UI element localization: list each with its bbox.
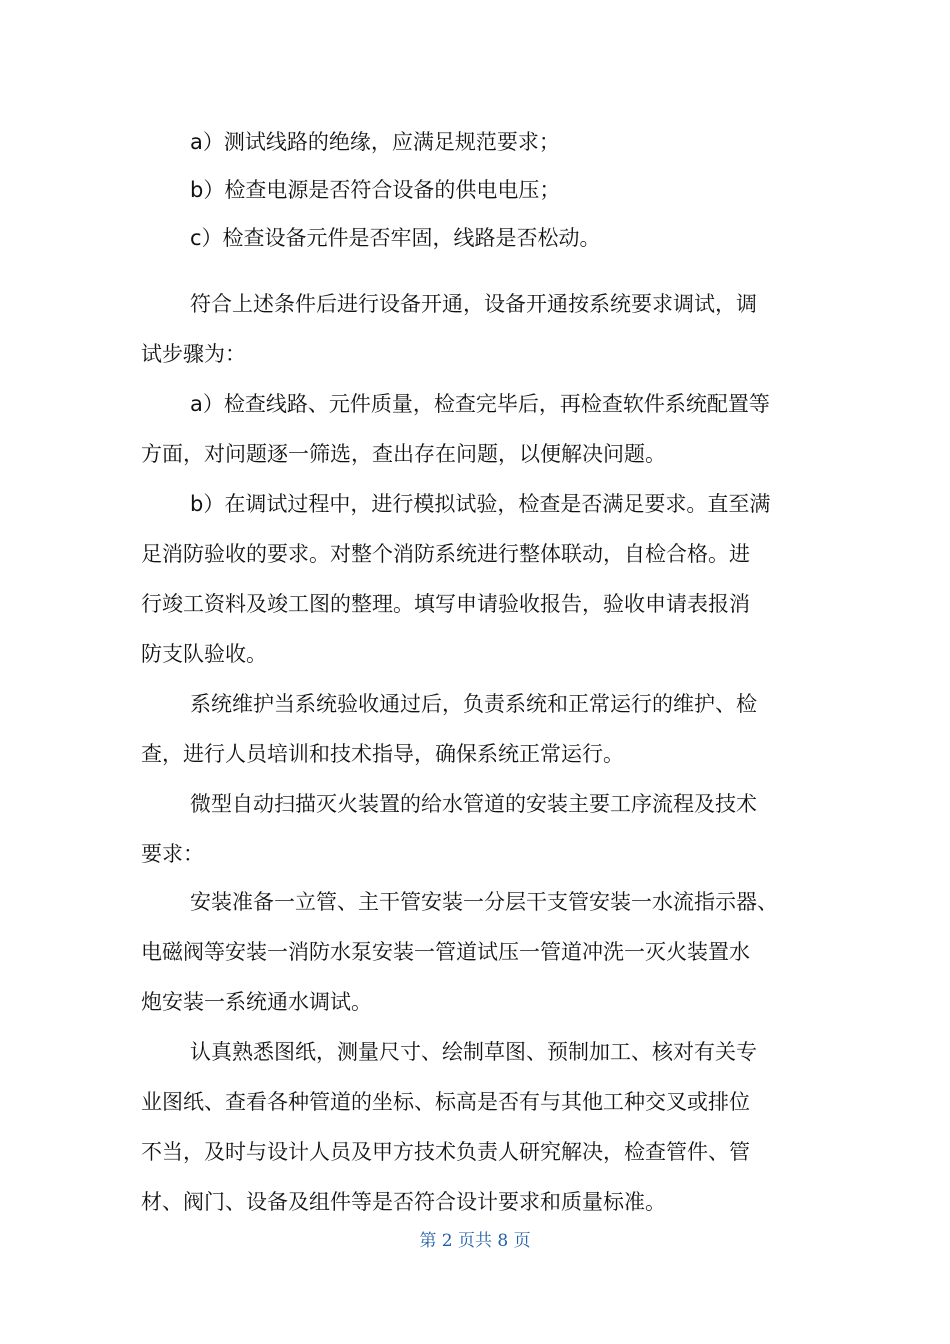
paragraph-line: 要求： [141,842,204,866]
list-item-b-power: b）检查电源是否符合设备的供电电压； [190,178,561,202]
paragraph-line: 业图纸、查看各种管道的坐标、标高是否有与其他工种交叉或排位 [141,1090,750,1114]
list-item-c-components: c）检查设备元件是否牢固，线路是否松动。 [190,226,601,250]
paragraph-line: 材、阀门、设备及组件等是否符合设计要求和质量标准。 [141,1190,666,1214]
paragraph-line: b）在调试过程中，进行模拟试验，检查是否满足要求。直至满 [190,492,771,516]
page-number-footer: 第 2 页共 8 页 [419,1231,531,1251]
paragraph-line: 炮安装一系统通水调试。 [141,990,372,1014]
paragraph-line: 方面，对问题逐一筛选，查出存在问题，以便解决问题。 [141,442,666,466]
paragraph-line: a）检查线路、元件质量，检查完毕后，再检查软件系统配置等 [190,392,770,416]
paragraph-line: 认真熟悉图纸，测量尺寸、绘制草图、预制加工、核对有关专 [190,1040,757,1064]
paragraph-line: 系统维护当系统验收通过后，负责系统和正常运行的维护、检 [190,692,757,716]
paragraph-line: 电磁阀等安装一消防水泵安装一管道试压一管道冲洗一灭火装置水 [141,940,750,964]
paragraph-line: 微型自动扫描灭火装置的给水管道的安装主要工序流程及技术 [190,792,757,816]
paragraph-line: 不当，及时与设计人员及甲方技术负责人研究解决，检查管件、管 [141,1140,750,1164]
paragraph-line: 防支队验收。 [141,642,267,666]
paragraph-line: 查，进行人员培训和技术指导，确保系统正常运行。 [141,742,624,766]
paragraph-line: 行竣工资料及竣工图的整理。填写申请验收报告，验收申请表报消 [141,592,750,616]
paragraph-line: 安装准备一立管、主干管安装一分层干支管安装一水流指示器、 [190,890,778,914]
paragraph-line: 试步骤为： [141,342,246,366]
paragraph-line: 符合上述条件后进行设备开通，设备开通按系统要求调试，调 [190,292,757,316]
list-item-a-insulation: a）测试线路的绝缘，应满足规范要求； [190,130,560,154]
paragraph-line: 足消防验收的要求。对整个消防系统进行整体联动，自检合格。进 [141,542,750,566]
